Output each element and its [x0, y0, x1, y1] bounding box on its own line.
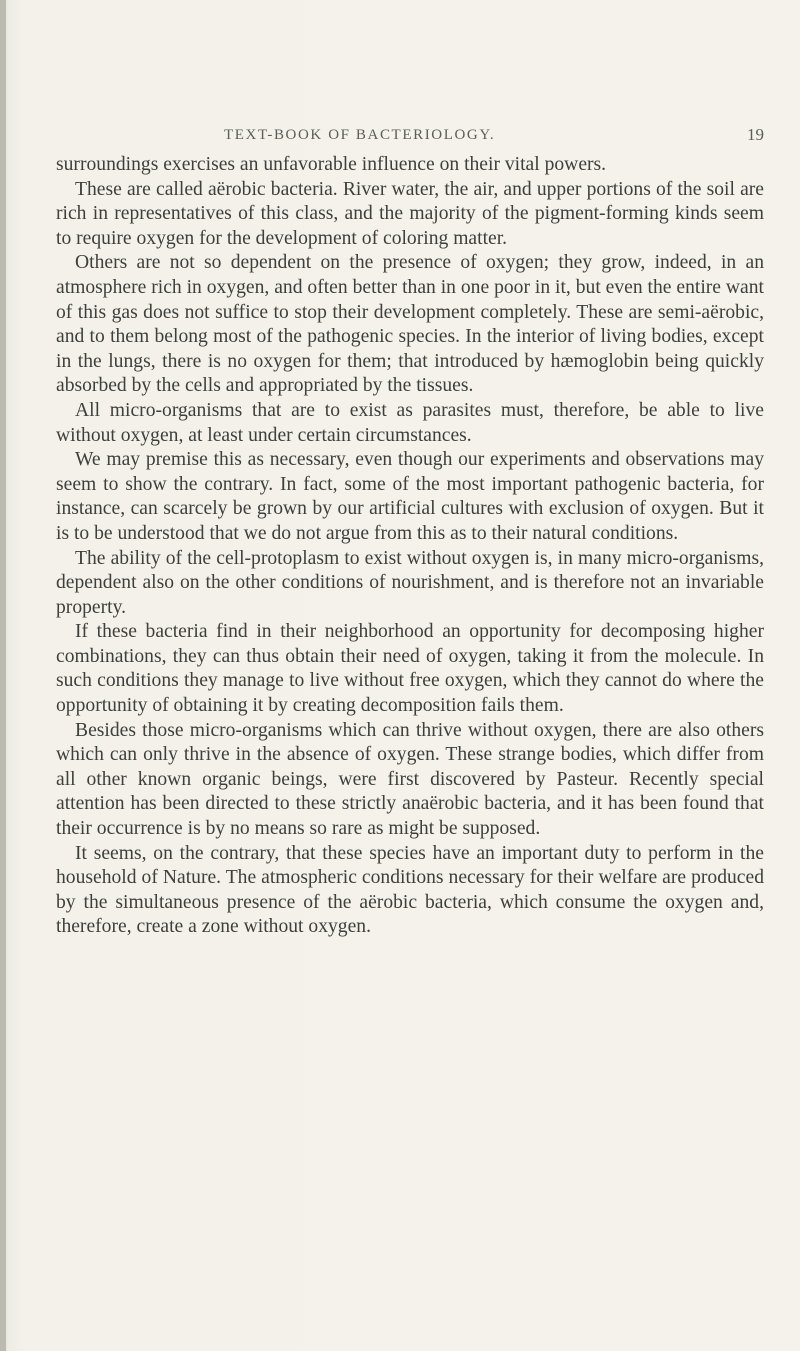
paragraph: The ability of the cell-protoplasm to exist without oxygen is, in many micro-organisms, dependent also on the other conditions of nourishment, and is therefore not an invariable property. [56, 547, 764, 618]
body-text [56, 153, 764, 940]
paragraph: surroundings exercises an unfavorable influence on their vital powers. [56, 154, 607, 175]
paragraph: These are called aërobic bacteria. River water, the air, and upper portions of the soil are rich in representatives of this class, and the majority of the pigment-forming kinds seem to require oxygen for the development of coloring matter. [56, 178, 764, 249]
paragraph: Besides those micro-organisms which can thrive without oxygen, there are also others which can only thrive in the absence of oxygen. These strange bodies, which differ from all other known organic beings, were first discovered by Pasteur. Recently special attention has been directed to these strictly anaërobic bacteria, and it has been found that their occurrence is by no means so rare as might be supposed. [56, 719, 764, 840]
page-number: 19 [747, 125, 764, 144]
paragraph: Others are not so dependent on the presence of oxygen; they grow, indeed, in an atmosphere rich in oxygen, and often better than in one poor in it, but even the entire want of this gas does not suffice to stop their development completely. These are semi-aërobic, and to them belong most of the pathogenic species. In the interior of living bodies, except in the lungs, there is no oxygen for them; that introduced by hæmoglobin being quickly absorbed by the cells and appropriated by the tissues. [56, 252, 764, 397]
page-binding-edge [0, 0, 6, 1351]
paragraph: We may premise this as necessary, even though our experiments and observations may seem to show the contrary. In fact, some of the most important pathogenic bacteria, for instance, can scarcely be grown by our artificial cultures with exclusion of oxygen. But it is to be understood that we do not argue from this as to their natural conditions. [56, 449, 764, 544]
paragraph: All micro-organisms that are to exist as parasites must, therefore, be able to live without oxygen, at least under certain circumstances. [56, 399, 764, 446]
paragraph: If these bacteria find in their neighborhood an opportunity for decomposing higher combinations, they can thus obtain their need of oxygen, taking it from the molecule. In such conditions they manage to live without free oxygen, which they cannot do where the opportunity of obtaining it by creating decomposition fails them. [56, 621, 764, 717]
page-header [224, 127, 764, 151]
paragraph: It seems, on the contrary, that these species have an important duty to perform in the household of Nature. The atmospheric conditions necessary for their welfare are produced by the simultaneous presence of the aërobic bacteria, which consume the oxygen and, therefore, create a zone without oxygen. [56, 842, 764, 938]
running-head: TEXT-BOOK OF BACTERIOLOGY. [224, 127, 496, 143]
